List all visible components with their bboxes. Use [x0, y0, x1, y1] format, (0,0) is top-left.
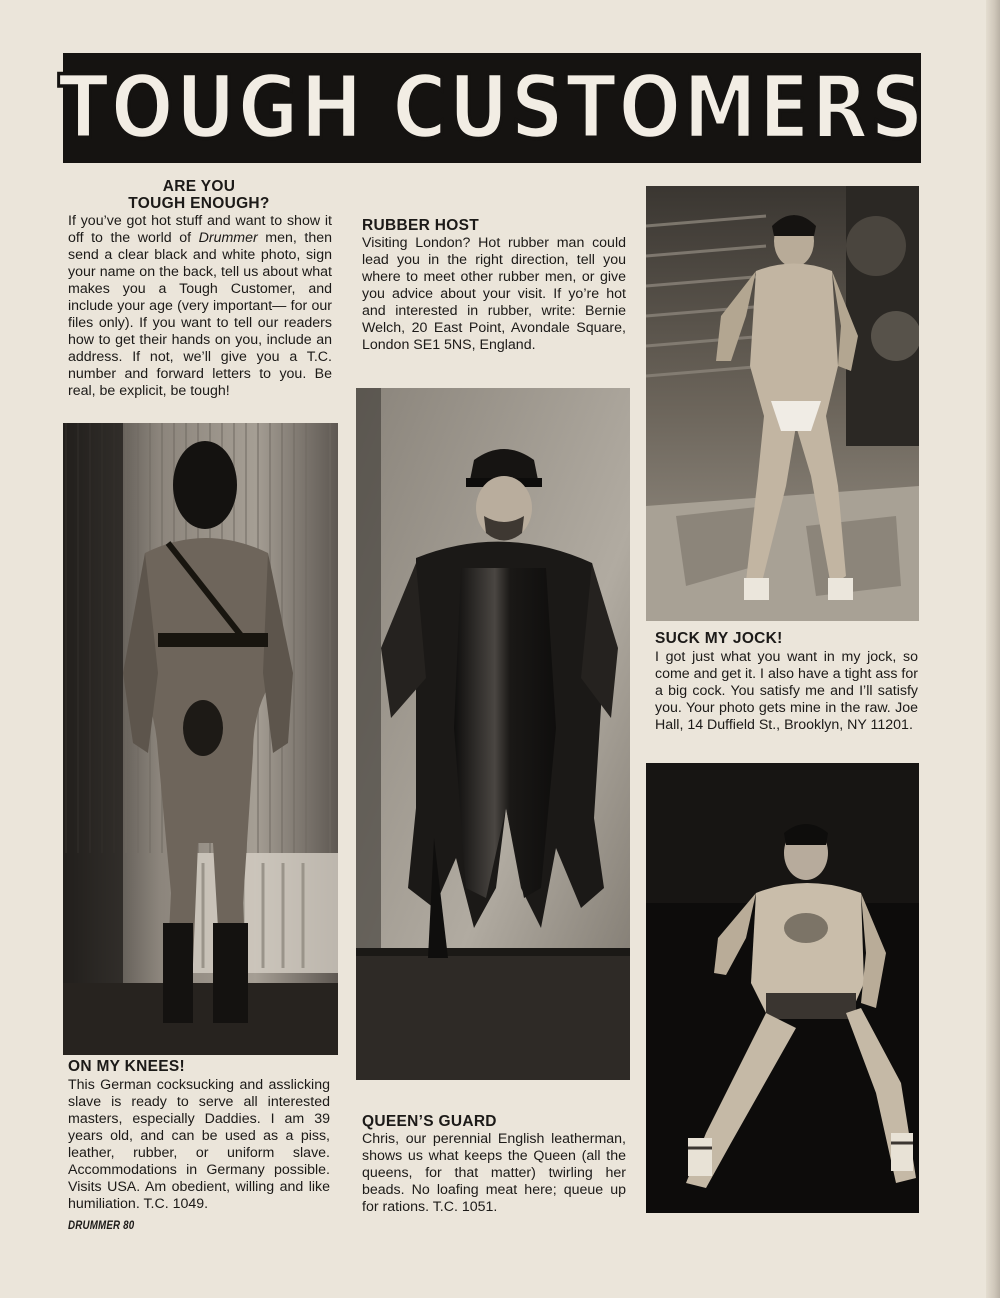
ad-body-suck-my-jock: I got just what you want in my jock, so come and get it. I also have a tight ass for a big cock. You satisfy me and I’ll satisfy you. Your photo gets mine in the raw. Joe Hall, 14 Duffield St., Brooklyn, NY 11201.: [655, 649, 918, 733]
ad-heading-suck-my-jock: SUCK MY JOCK!: [655, 630, 783, 647]
intro-heading: [68, 178, 330, 212]
title-banner: [58, 53, 926, 163]
ad-body-on-my-knees: This German cocksucking and asslicking slave is ready to serve all interested masters, especially Daddies. I am 39 years old, and can be used as a piss, leather, rubber, or uniform slave. Accommodations in Germany possible. Visits USA. Am obedient, willing and like humiliation. T.C. 1049.: [68, 1077, 330, 1212]
photo-on-my-knees: [63, 423, 338, 1055]
page-spine-shadow: [986, 0, 1000, 1298]
photo-seated-man: [646, 763, 919, 1213]
intro-heading-line2: TOUGH ENOUGH?: [128, 195, 270, 212]
ad-heading-rubber-host: RUBBER HOST: [362, 217, 479, 234]
photo-suck-my-jock: [646, 186, 919, 621]
intro-heading-line1: ARE YOU: [162, 178, 236, 195]
photo-queens-guard: [356, 388, 630, 1080]
page-title: TOUGH CUSTOMERS: [58, 57, 926, 159]
intro-body-after: men, then send a clear black and white photo, sign your name on the back, tell us about what makes you a Tough Customer, and include your age (very important— for our files only). If you want to tell our readers how to get their hands on you, include an address. If not, we’ll give you a T.C. number and forward letters to you. Be real, be explicit, be tough!: [68, 230, 332, 399]
intro-body-before: If you’ve got hot stuff and want to show it off to the world of: [68, 213, 332, 246]
ad-heading-queens-guard: QUEEN’S GUARD: [362, 1113, 497, 1130]
intro-body-magazine: Drummer: [198, 230, 258, 246]
intro-body: [68, 213, 332, 400]
page-footer: DRUMMER 80: [68, 1220, 135, 1232]
ad-body-rubber-host: Visiting London? Hot rubber man could lead you in the right direction, tell you where to meet other rubber men, or give you advice about your visit. If yo’re hot and interested in rubber, write: Bernie Welch, 20 East Point, Avondale Square, London SE1 5NS, England.: [362, 235, 626, 353]
ad-body-queens-guard: Chris, our perennial English leatherman, shows us what keeps the Queen (all the queens, for that matter) twirling her beads. No loafing meat here; queue up for rations. T.C. 1051.: [362, 1131, 626, 1215]
ad-heading-on-my-knees: ON MY KNEES!: [68, 1058, 185, 1075]
